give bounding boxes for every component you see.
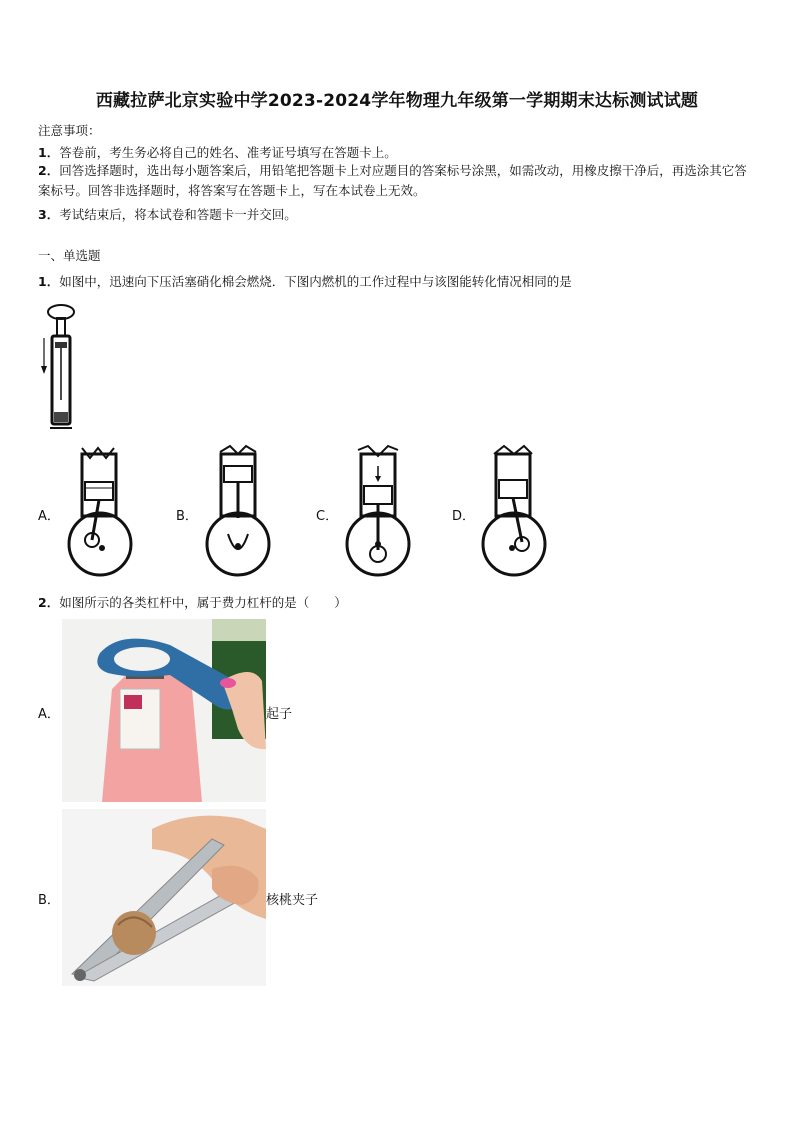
option-caption-b: 核桃夹子 <box>266 893 319 908</box>
bottle-opener-photo <box>62 619 266 802</box>
question-num: 1． <box>38 274 60 289</box>
notice-item-num: 3． <box>38 207 60 222</box>
notice-item-1 <box>38 143 397 161</box>
option-label-c: C． <box>316 509 339 524</box>
option-label-a: A． <box>38 509 60 524</box>
question-1 <box>38 272 572 290</box>
question-text: 如图中，迅速向下压活塞硝化棉会燃烧．下图内燃机的工作过程中与该图能转化情况相同的是 <box>59 274 572 289</box>
section-title: 一、单选题 <box>38 248 101 263</box>
option-caption-a: 起子 <box>266 707 293 722</box>
notice-item-num: 2． <box>38 163 60 178</box>
notice-heading: 注意事项： <box>38 123 101 138</box>
notice-item-text: 回答选择题时，选出每小题答案后，用铅笔把答题卡上对应题目的答案标号涂黑，如需改动，用橡皮擦干净后，再选涂其它答案标号。回答非选择题时，将答案写在答题卡上，写在本试卷上无效。 <box>38 163 747 198</box>
notice-item-num: 1． <box>38 145 60 160</box>
engine-stroke-b-figure <box>200 444 276 580</box>
notice-item-text: 答卷前，考生务必将自己的姓名、准考证号填写在答题卡上。 <box>59 145 397 160</box>
engine-stroke-d-figure <box>476 444 552 580</box>
question-text: 如图所示的各类杠杆中，属于费力杠杆的是（ ） <box>59 595 347 610</box>
option-label-a: A． <box>38 707 60 722</box>
nutcracker-photo <box>62 809 266 986</box>
notice-item-2 <box>38 161 758 201</box>
question-num: 2． <box>38 595 60 610</box>
notice-item-3 <box>38 205 297 223</box>
piston-pump-figure <box>36 300 86 435</box>
option-label-b: B． <box>176 509 198 524</box>
option-label-d: D． <box>452 509 476 524</box>
notice-item-text: 考试结束后，将本试卷和答题卡一并交回。 <box>59 207 297 222</box>
option-label-b: B． <box>38 893 60 908</box>
page-title: 西藏拉萨北京实验中学2023-2024学年物理九年级第一学期期末达标测试试题 <box>95 91 699 111</box>
engine-stroke-a-figure <box>62 444 138 580</box>
engine-stroke-c-figure <box>340 444 416 580</box>
question-2 <box>38 593 347 611</box>
